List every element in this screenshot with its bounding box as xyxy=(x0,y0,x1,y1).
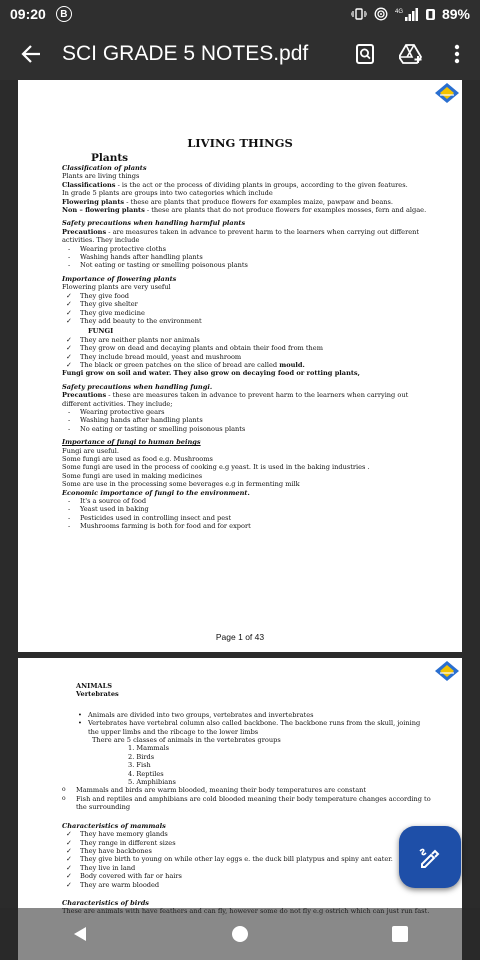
safety-item: - Wearing protective cloths xyxy=(62,245,432,253)
animals-bullet: • Animals are divided into two groups, vertebrates and invertebrates xyxy=(62,711,432,719)
importance-fungi-line: Some fungi are used in making medicines xyxy=(62,471,203,480)
importance-fungi-title: Importance of fungi to human beings xyxy=(62,438,201,447)
nav-recents-icon xyxy=(392,926,408,942)
safety-fungi-title: Safety precautions when handling fungi. xyxy=(62,382,213,391)
nav-back-button[interactable] xyxy=(60,914,100,954)
blood-item: o Fish and reptiles and amphibians are cold blooded meaning their body temperature changes according to the surrounding xyxy=(62,795,432,812)
fungi-item: ✓ They are neither plants nor animals xyxy=(62,336,432,344)
class-item: 3. Fish xyxy=(128,761,151,770)
fungi-item: ✓ The black or green patches on the slice of bread are called mould. xyxy=(62,361,432,369)
economic-item: - Pesticides used in controlling insect and pest xyxy=(62,514,432,522)
classifications-line: Classifications - is the act or the process of dividing plants in groups, according to the given features. xyxy=(62,180,408,189)
classification-line-2: In grade 5 plants are groups into two categories which include xyxy=(62,189,273,198)
mammals-item: ✓ They range in different sizes xyxy=(62,839,432,847)
importance-item: ✓ They give shelter xyxy=(62,300,432,308)
annotate-button[interactable] xyxy=(399,826,461,888)
class-item: 4. Reptiles xyxy=(128,769,164,778)
status-bar xyxy=(0,0,480,28)
back-button[interactable] xyxy=(0,28,62,80)
heading-vertebrates: Vertebrates xyxy=(76,690,119,699)
mammals-item: ✓ They are warm blooded xyxy=(62,881,432,889)
page-number: Page 1 of 43 xyxy=(215,632,265,642)
more-vert-icon xyxy=(454,44,460,64)
drive-add-icon xyxy=(399,43,423,65)
fungi-item: ✓ They include bread mould, yeast and mushroom xyxy=(62,353,432,361)
hotspot-icon xyxy=(374,7,388,21)
mammals-item: ✓ They have backbones xyxy=(62,847,432,855)
importance-item: ✓ They add beauty to the environment xyxy=(62,317,432,325)
pen-scribble-icon xyxy=(416,843,444,871)
class-item: 5. Amphibians xyxy=(128,778,176,787)
importance-intro: Flowering plants are very useful xyxy=(62,283,171,292)
search-document-button[interactable] xyxy=(342,28,388,80)
fungi-grow-line: Fungi grow on soil and water. They also grow on decaying food or rotting plants, xyxy=(62,369,360,378)
importance-item: ✓ They give food xyxy=(62,292,432,300)
mammals-item: ✓ They have memory glands xyxy=(62,830,432,838)
school-logo-icon xyxy=(434,82,460,104)
class-item: 1. Mammals xyxy=(128,744,169,753)
page1-content xyxy=(62,152,432,531)
mammals-item: ✓ They give birth to young on while other lay eggs e. the duck bill platypus and spiny ant eater. xyxy=(62,855,432,863)
safety-item: - Washing hands after handling plants xyxy=(62,253,432,261)
nav-recents-button[interactable] xyxy=(380,914,420,954)
arrow-back-icon xyxy=(20,43,42,65)
importance-fungi-line: Some are use in the processing some beverages e.g in fermenting milk xyxy=(62,480,300,489)
safety-fungi-item: - No eating or tasting or smelling poisonous plants xyxy=(62,425,432,433)
animals-bullet: • Vertebrates have vertebral column also called backbone. The backbone runs from the skull, joining the upper limbs and the ribcage to the lower limbs xyxy=(62,719,432,736)
navigation-bar xyxy=(0,908,480,960)
safety-fungi-item: - Wearing protective gears xyxy=(62,408,432,416)
add-to-drive-button[interactable] xyxy=(388,28,434,80)
fungi-item: ✓ They grow on dead and decaying plants and obtain their food from them xyxy=(62,344,432,352)
status-time: 09:20 xyxy=(10,6,46,22)
economic-item: - Yeast used in baking xyxy=(62,505,432,513)
nav-home-button[interactable] xyxy=(220,914,260,954)
b-badge-icon: B xyxy=(56,6,72,22)
classes-intro: There are 5 classes of animals in the vertebrates groups xyxy=(92,736,281,745)
signal-icon xyxy=(395,7,419,21)
document-title: SCI GRADE 5 NOTES.pdf xyxy=(62,42,309,65)
safety-item: - Not eating or tasting or smelling poisonous plants xyxy=(62,261,432,269)
heading-animals: ANIMALS xyxy=(76,682,113,690)
birds-title: Characteristics of birds xyxy=(62,898,150,907)
status-icons xyxy=(351,6,470,22)
importance-title: Importance of flowering plants xyxy=(62,274,177,283)
precautions-line: Precautions - are measures taken in advance to prevent harm to the learners when carrying out different activities. They include xyxy=(62,227,420,245)
safety-title: Safety precautions when handling harmful plants xyxy=(62,219,246,228)
precautions-fungi-line: Precautions - these are measures taken in advance to prevent harm to the learners when carrying out different activities. They include; xyxy=(62,391,409,408)
battery-icon: ▮ xyxy=(428,8,433,19)
search-document-icon xyxy=(354,43,376,65)
economic-item: - Mushrooms farming is both for food and for export xyxy=(62,522,432,530)
app-bar xyxy=(0,28,480,80)
safety-fungi-item: - Washing hands after handling plants xyxy=(62,416,432,424)
nav-back-icon xyxy=(71,925,89,943)
importance-fungi-line: Some fungi are used as food e.g. Mushrooms xyxy=(62,455,213,463)
importance-fungi-line: Fungi are useful. xyxy=(62,446,119,455)
page2-content xyxy=(62,682,432,916)
nav-home-icon xyxy=(231,925,249,943)
heading-fungi: FUNGI xyxy=(88,327,114,336)
school-logo-icon xyxy=(434,660,460,682)
importance-item: ✓ They give medicine xyxy=(62,309,432,317)
class-item: 2. Birds xyxy=(128,752,155,761)
more-options-button[interactable] xyxy=(434,28,480,80)
mammals-item: ✓ Body covered with far or hairs xyxy=(62,872,432,880)
mammals-title: Characteristics of mammals xyxy=(62,821,166,830)
heading-living-things: LIVING THINGS xyxy=(187,136,293,150)
economic-title: Economic importance of fungi to the environment. xyxy=(62,488,250,497)
heading-plants: Plants xyxy=(91,152,129,164)
pdf-page-1 xyxy=(18,80,462,652)
importance-fungi-line: Some fungi are used in the process of cooking e.g yeast. It is used in the baking industries . xyxy=(62,463,370,472)
mammals-item: ✓ They live in land xyxy=(62,864,432,872)
classification-line-0: Plants are living things xyxy=(62,172,140,181)
blood-item: o Mammals and birds are warm blooded, meaning their body temperatures are constant xyxy=(62,786,432,794)
nonflowering-line: Non – flowering plants - these are plants that do not produce flowers for examples mosses, fern and algae. xyxy=(62,206,427,215)
classification-title: Classification of plants xyxy=(62,164,147,172)
flowering-line: Flowering plants - these are plants that produce flowers for examples maize, pawpaw and beans. xyxy=(62,197,394,206)
vibrate-icon xyxy=(351,8,367,20)
economic-item: - It's a source of food xyxy=(62,497,432,505)
battery-percent: 89% xyxy=(441,6,470,22)
svg-text:4G: 4G xyxy=(395,9,404,15)
